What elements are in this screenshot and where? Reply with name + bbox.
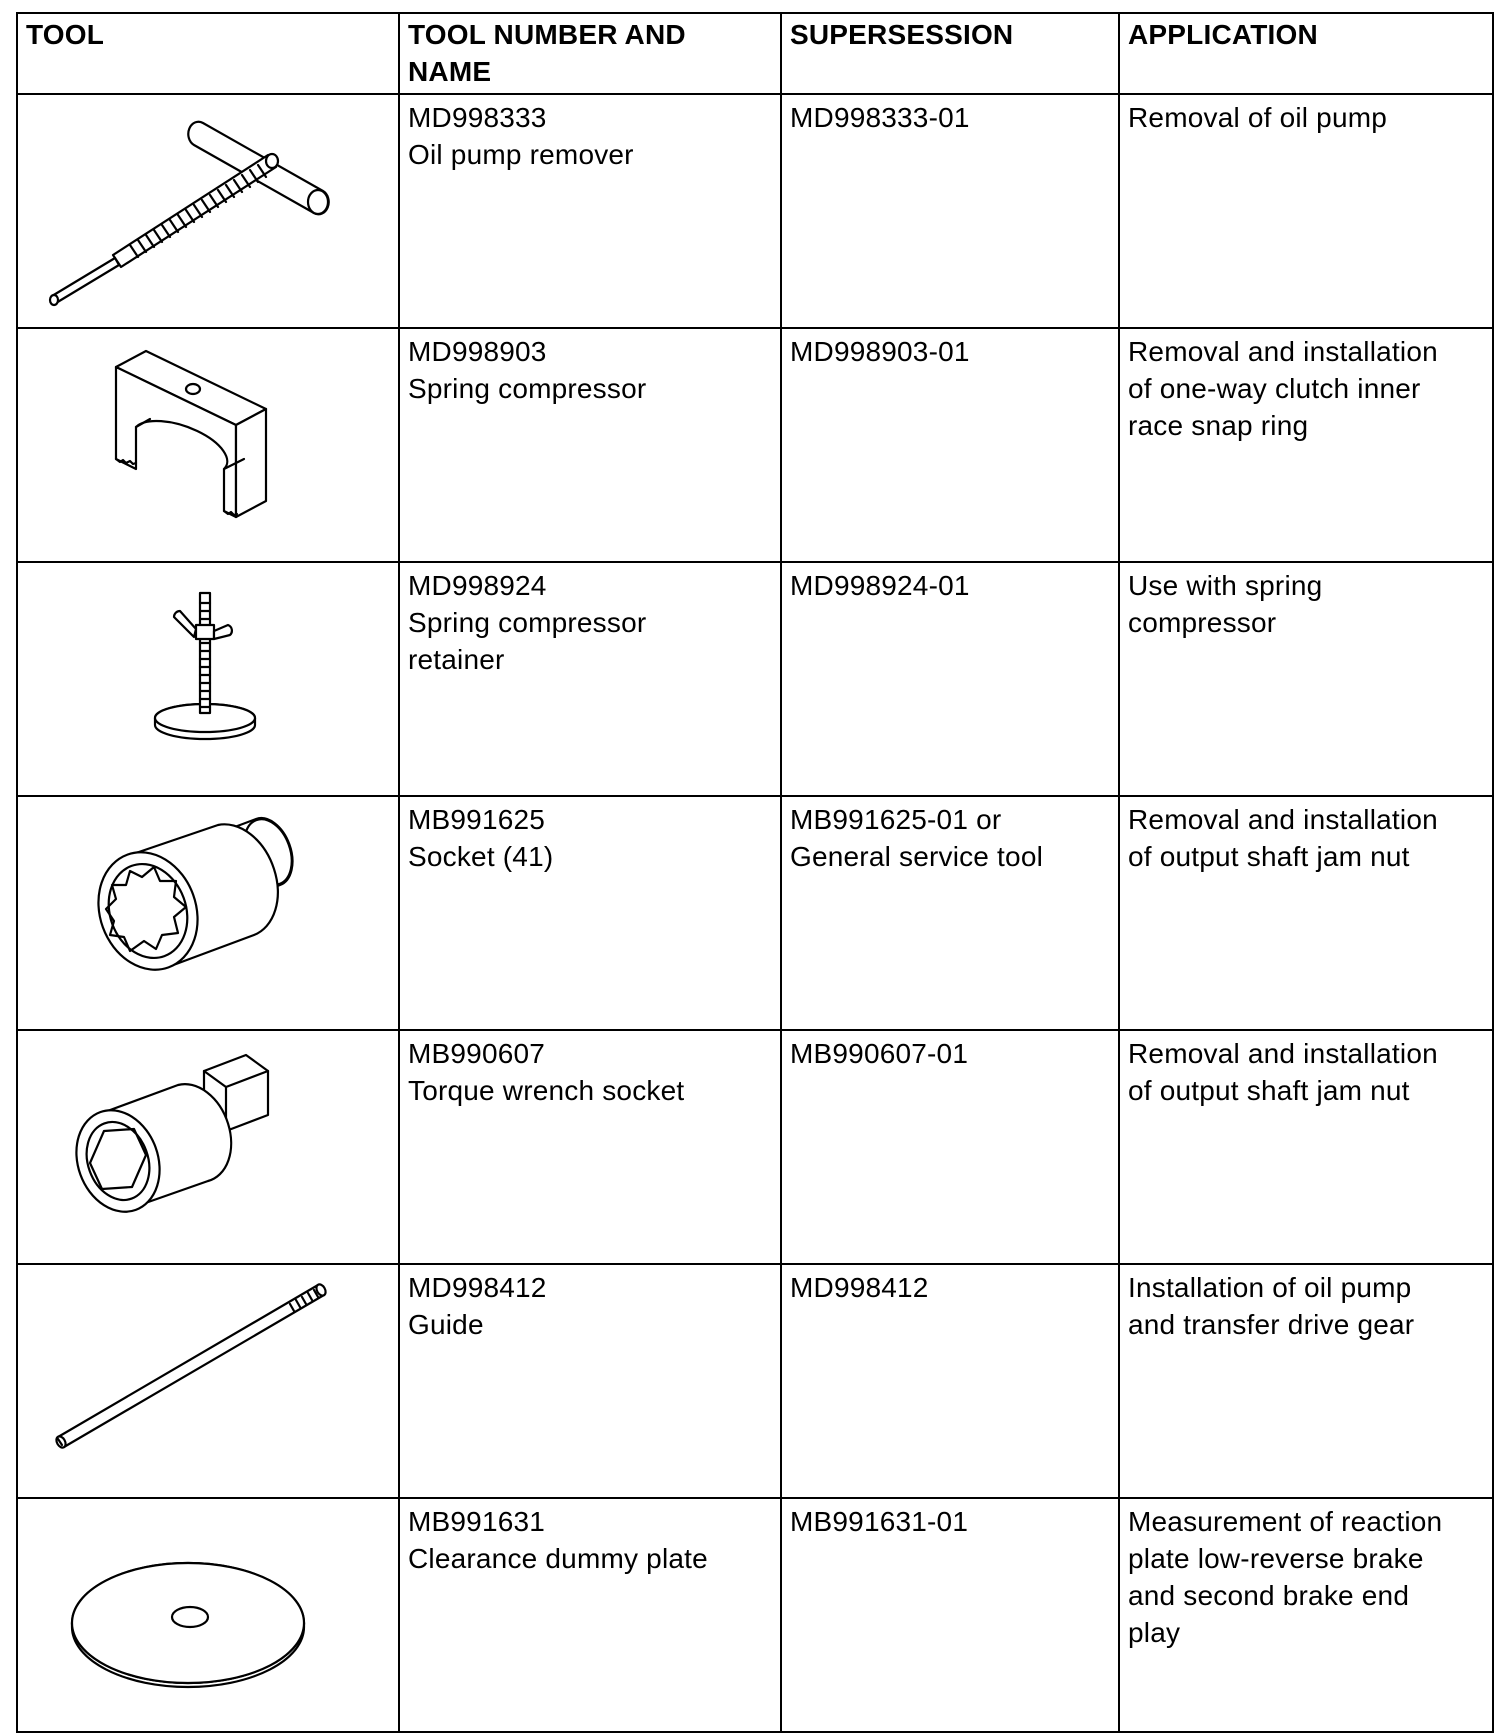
tool-number-and-name-cell <box>399 94 781 328</box>
tool-name: Oil pump remover <box>408 139 634 170</box>
tool-number: MD998924 <box>408 570 547 601</box>
tool-number-and-name-cell <box>399 1264 781 1498</box>
tool-name: retainer <box>408 644 505 675</box>
oil-pump-remover-icon <box>18 95 400 327</box>
supersession-text: MD998903-01 <box>790 336 970 367</box>
table-row <box>17 796 1493 1030</box>
tool-number: MD998903 <box>408 336 547 367</box>
header-tool-number-line1: TOOL NUMBER AND <box>408 19 686 50</box>
supersession-cell <box>781 328 1119 562</box>
application-text: Removal and installation <box>1128 1038 1438 1069</box>
tool-number-and-name-cell <box>399 562 781 796</box>
tool-number-and-name-cell <box>399 796 781 1030</box>
supersession-cell <box>781 1030 1119 1264</box>
header-tool: TOOL <box>17 13 399 94</box>
tool-name: Torque wrench socket <box>408 1075 685 1106</box>
table-row <box>17 562 1493 796</box>
application-cell <box>1119 94 1493 328</box>
application-cell <box>1119 1030 1493 1264</box>
tool-image-cell <box>17 1264 399 1498</box>
guide-rod-icon <box>18 1265 400 1497</box>
tool-name: Spring compressor <box>408 607 647 638</box>
special-tools-table <box>16 12 1494 1733</box>
application-text: Measurement of reaction <box>1128 1506 1443 1537</box>
tool-number-and-name-cell <box>399 1030 781 1264</box>
application-text: Removal and installation <box>1128 804 1438 835</box>
application-text: Installation of oil pump <box>1128 1272 1412 1303</box>
table-row <box>17 1498 1493 1732</box>
table-row <box>17 1030 1493 1264</box>
application-text: compressor <box>1128 607 1277 638</box>
table-row <box>17 1264 1493 1498</box>
tool-image-cell <box>17 328 399 562</box>
header-application: APPLICATION <box>1119 13 1493 94</box>
supersession-text: MD998924-01 <box>790 570 970 601</box>
application-cell <box>1119 562 1493 796</box>
tool-image-cell <box>17 94 399 328</box>
tool-number: MB991625 <box>408 804 546 835</box>
supersession-text: MD998412 <box>790 1272 929 1303</box>
application-text: of output shaft jam nut <box>1128 841 1410 872</box>
supersession-cell <box>781 562 1119 796</box>
application-cell <box>1119 328 1493 562</box>
application-cell <box>1119 1264 1493 1498</box>
supersession-text: General service tool <box>790 841 1044 872</box>
application-text: Removal of oil pump <box>1128 102 1388 133</box>
table-row <box>17 328 1493 562</box>
tool-image-cell <box>17 1030 399 1264</box>
supersession-cell <box>781 1498 1119 1732</box>
tool-number: MB990607 <box>408 1038 546 1069</box>
tool-name: Socket (41) <box>408 841 554 872</box>
application-text: Use with spring <box>1128 570 1323 601</box>
supersession-cell <box>781 94 1119 328</box>
spring-compressor-retainer-icon <box>18 563 400 795</box>
tool-number-and-name-cell <box>399 328 781 562</box>
supersession-text: MB990607-01 <box>790 1038 969 1069</box>
supersession-text: MB991631-01 <box>790 1506 969 1537</box>
torque-wrench-socket-icon <box>18 1031 400 1263</box>
supersession-text: MD998333-01 <box>790 102 970 133</box>
tool-number: MB991631 <box>408 1506 546 1537</box>
supersession-cell <box>781 796 1119 1030</box>
application-text: race snap ring <box>1128 410 1309 441</box>
tool-number: MD998333 <box>408 102 547 133</box>
tool-image-cell <box>17 562 399 796</box>
application-cell <box>1119 1498 1493 1732</box>
supersession-cell <box>781 1264 1119 1498</box>
header-row <box>17 13 1493 94</box>
header-supersession: SUPERSESSION <box>781 13 1119 94</box>
tool-name: Clearance dummy plate <box>408 1543 708 1574</box>
clearance-dummy-plate-icon <box>18 1499 400 1731</box>
spring-compressor-icon <box>18 329 400 561</box>
supersession-text: MB991625-01 or <box>790 804 1002 835</box>
tool-name: Guide <box>408 1309 484 1340</box>
tool-name: Spring compressor <box>408 373 647 404</box>
application-text: play <box>1128 1617 1181 1648</box>
application-text: of one-way clutch inner <box>1128 373 1421 404</box>
tool-number: MD998412 <box>408 1272 547 1303</box>
table-row <box>17 94 1493 328</box>
header-tool-number-and-name <box>399 13 781 94</box>
application-text: and second brake end <box>1128 1580 1410 1611</box>
tool-image-cell <box>17 1498 399 1732</box>
tool-number-and-name-cell <box>399 1498 781 1732</box>
application-text: and transfer drive gear <box>1128 1309 1415 1340</box>
tool-image-cell <box>17 796 399 1030</box>
application-text: of output shaft jam nut <box>1128 1075 1410 1106</box>
socket-icon <box>18 797 400 1029</box>
application-text: Removal and installation <box>1128 336 1438 367</box>
application-text: plate low-reverse brake <box>1128 1543 1424 1574</box>
header-tool-number-line2: NAME <box>408 56 492 87</box>
application-cell <box>1119 796 1493 1030</box>
